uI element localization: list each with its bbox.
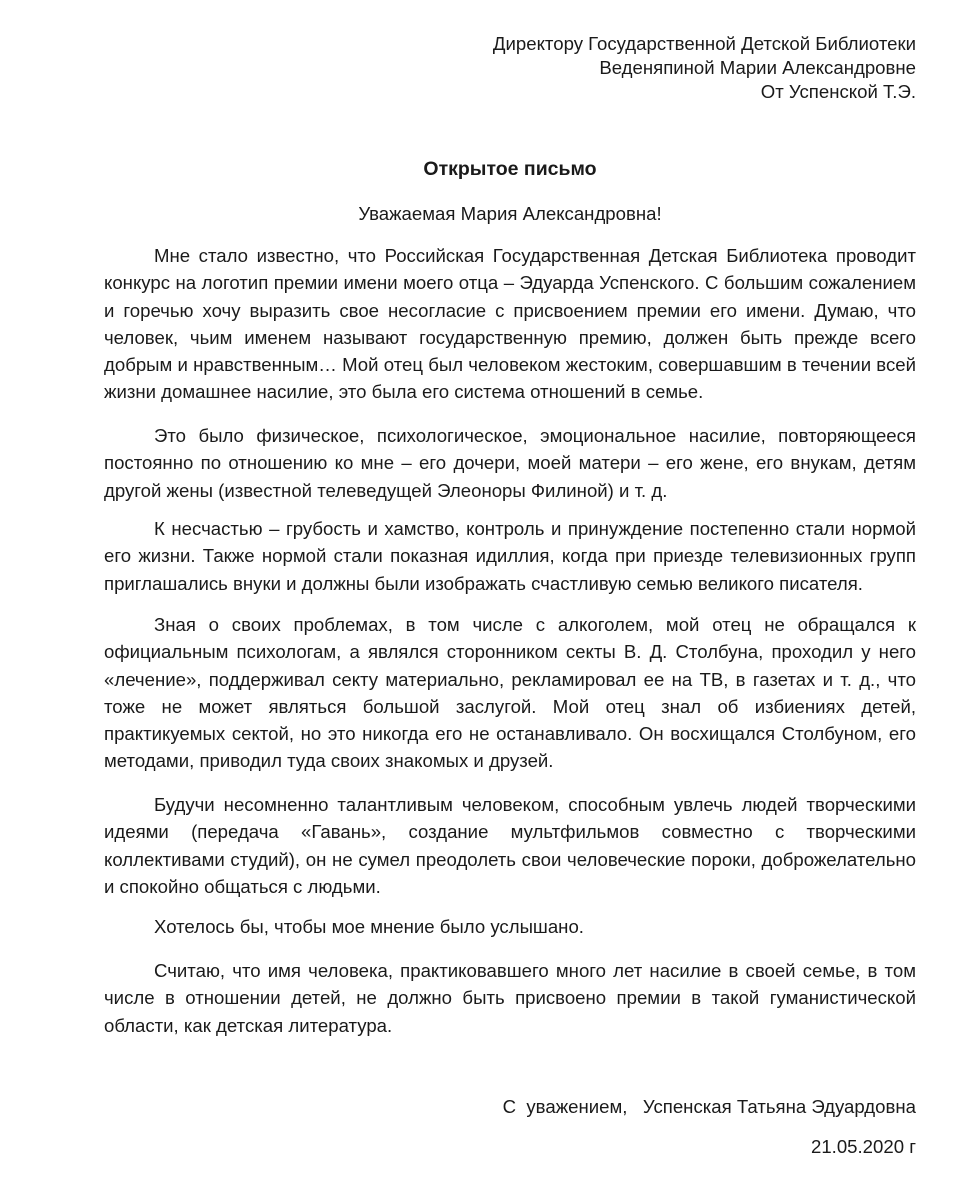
sender-line: От Успенской Т.Э.: [760, 81, 916, 102]
paragraph-5: Будучи несомненно талантливым человеком, способным увлечь людей творческими идеями (передача «Гавань», создание мультфильмов совместно с творческими коллективами студий), он не сумел преодолеть свои человеческие пороки, доброжелательно и спокойно общаться с людьми.: [104, 794, 916, 897]
paragraph-7: Считаю, что имя человека, практиковавшего много лет насилие в своей семье, в том числе в отношении детей, не должно быть присвоено премии в такой гуманистической области, как детская литература.: [104, 960, 916, 1036]
letter-title: Открытое письмо: [423, 158, 597, 180]
salutation: Уважаемая Мария Александровна!: [358, 203, 662, 224]
paragraph-3: К несчастью – грубость и хамство, контроль и принуждение постепенно стали нормой его жизни. Также нормой стали показная идиллия, когда при приезде телевизионных групп приглашались внуки и должны были изображать счастливую семью великого писателя.: [104, 518, 916, 594]
addressee-line: Директору Государственной Детской Библиотеки: [492, 33, 916, 54]
closing-signature: С уважением, Успенская Татьяна Эдуардовна: [502, 1096, 916, 1117]
addressee-name: Веденяпиной Марии Александровне: [599, 57, 916, 78]
addressee-block: [493, 32, 916, 104]
paragraph-1: Мне стало известно, что Российская Государственная Детская Библиотека проводит конкурс на логотип премии имени моего отца – Эдуарда Успенского. С большим сожалением и горечью хочу выразить свое несогласие с присвоением премии его имени. Думаю, что человек, чьим именем называют государственную премию, должен быть прежде всего добрым и нравственным… Мой отец был человеком жестоким, совершавшим в течении всей жизни домашнее насилие, это была его система отношений в семье.: [104, 245, 916, 403]
paragraph-4: Зная о своих проблемах, в том числе с алкоголем, мой отец не обращался к официальным психологам, а являлся сторонником секты В. Д. Столбуна, проходил у него «лечение», поддерживал секту материально, рекламировал ее на ТВ, в газетах и т. д., что тоже не может являться большой заслугой. Мой отец знал об избиениях детей, практикуемых сектой, но это никогда его не останавливало. Он восхищался Столбуном, его методами, приводил туда своих знакомых и друзей.: [104, 614, 916, 772]
paragraph-2: Это было физическое, психологическое, эмоциональное насилие, повторяющееся постоянно по отношению ко мне – его дочери, моей матери – его жене, его внукам, детям другой жены (известной телеведущей Элеоноры Филиной) и т. д.: [104, 425, 916, 501]
paragraph-6: Хотелось бы, чтобы мое мнение было услышано.: [154, 916, 584, 937]
letter-date: 21.05.2020 г: [810, 1136, 916, 1157]
